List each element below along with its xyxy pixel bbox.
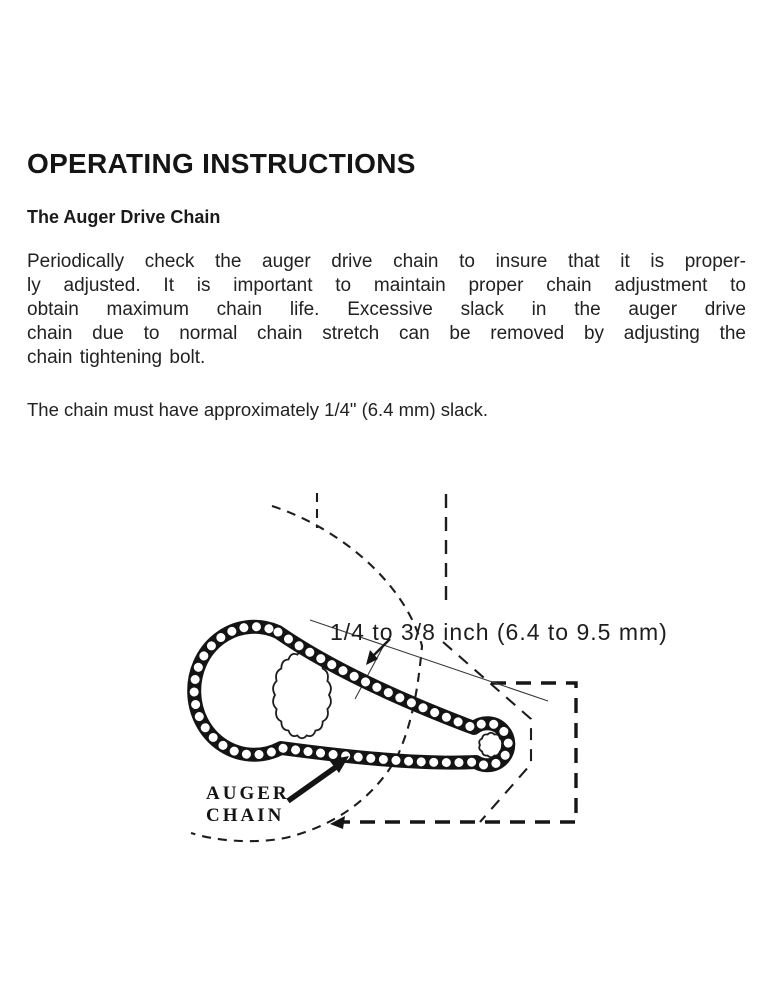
dashed-line-arrowhead: [330, 816, 345, 829]
paragraph-line: Periodically check the auger drive chain to insure that it is proper-: [27, 251, 746, 272]
paragraph-line: chain tightening bolt.: [27, 347, 206, 368]
page-title: OPERATING INSTRUCTIONS: [27, 148, 416, 179]
dimension-callout: [330, 619, 668, 665]
body-paragraph: [27, 250, 746, 370]
auger-chain-figure: [0, 440, 772, 900]
auger-chain-label-line1: AUGER: [206, 783, 290, 804]
chain-rollers: [194, 627, 508, 766]
roller-chain: [194, 627, 508, 766]
auger-chain-callout: [206, 756, 349, 826]
paragraph-line: chain due to normal chain stretch can be removed by adjusting the: [27, 323, 746, 344]
paragraph-line: obtain maximum chain life. Excessive slack in the auger drive: [27, 299, 746, 320]
section-subtitle: The Auger Drive Chain: [27, 207, 221, 227]
dimension-label: 1/4 to 3/8 inch (6.4 to 9.5 mm): [330, 619, 668, 645]
chain-band: [194, 627, 508, 766]
paragraph-line: ly adjusted. It is important to maintain proper chain adjustment to: [27, 275, 746, 296]
dashed-gearbox-nose: [443, 642, 531, 822]
auger-chain-arrow-line: [288, 767, 336, 801]
auger-chain-label-line2: CHAIN: [206, 805, 285, 826]
slack-note: The chain must have approximately 1/4" (6.4 mm) slack.: [27, 399, 489, 420]
